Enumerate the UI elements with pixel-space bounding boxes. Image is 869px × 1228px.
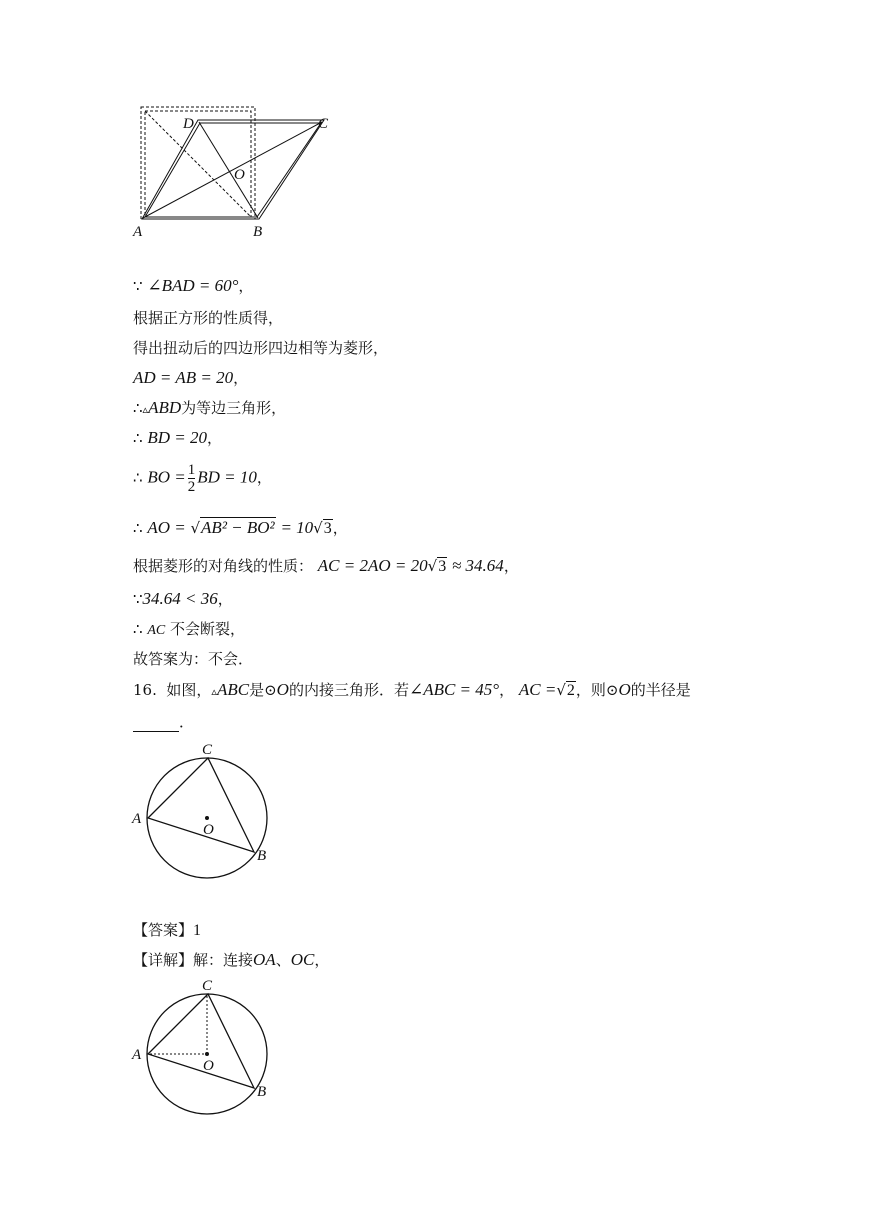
answer-line: 【答案】1	[133, 921, 202, 939]
solution-line-7: ∴ BO = $\frac{1}{2}$ BD = 10，	[133, 462, 272, 495]
circle-triangle-figure	[128, 738, 278, 888]
solution-line-2: 根据正方形的性质得，	[133, 309, 284, 327]
label-A: A	[132, 811, 142, 827]
solution-line-1: ∵ ∠BAD = 60°，	[133, 276, 254, 295]
circle-triangle-radii-figure	[128, 974, 278, 1124]
solution-line-10: ∵34.64 < 36，	[133, 589, 233, 608]
label-B: B	[253, 224, 263, 240]
detail-line: 【详解】解：连接OA、OC，	[133, 950, 330, 969]
label-D: D	[183, 116, 194, 132]
fraction-half: $\frac{1}{2}$	[187, 462, 196, 495]
solution-line-8: ∴ AO = √AB² − BO² = 10√3，	[133, 518, 348, 537]
answer-blank	[133, 717, 179, 732]
label-O: O	[203, 822, 214, 838]
problem-16-text: 16. 如图，▵ABC是⊙O的内接三角形．若∠ABC = 45°， AC =√2，则⊙O的半径是	[133, 680, 691, 699]
solution-line-5: ∴▵ABD为等边三角形，	[133, 398, 287, 417]
label-O: O	[234, 167, 245, 183]
solution-line-3: 得出扭动后的四边形四边相等为菱形，	[133, 339, 389, 357]
label-A: A	[133, 224, 143, 240]
label-C: C	[202, 978, 213, 994]
solution-line-9: 根据菱形的对角线的性质： AC = 2AO = 20√3 ≈ 34.64，	[133, 556, 519, 575]
label-B: B	[257, 848, 267, 864]
solution-line-11: ∴ AC 不会断裂，	[133, 620, 246, 638]
label-B: B	[257, 1084, 267, 1100]
problem-16-blank: ．	[133, 712, 194, 732]
solution-line-4: AD = AB = 20，	[133, 368, 249, 387]
rhombus-figure	[128, 100, 338, 240]
label-C: C	[202, 742, 213, 758]
solution-line-6: ∴ BD = 20，	[133, 428, 222, 447]
label-O: O	[203, 1058, 214, 1074]
label-C: C	[318, 116, 329, 132]
solution-line-12: 故答案为：不会．	[133, 650, 254, 668]
label-A: A	[132, 1047, 142, 1063]
